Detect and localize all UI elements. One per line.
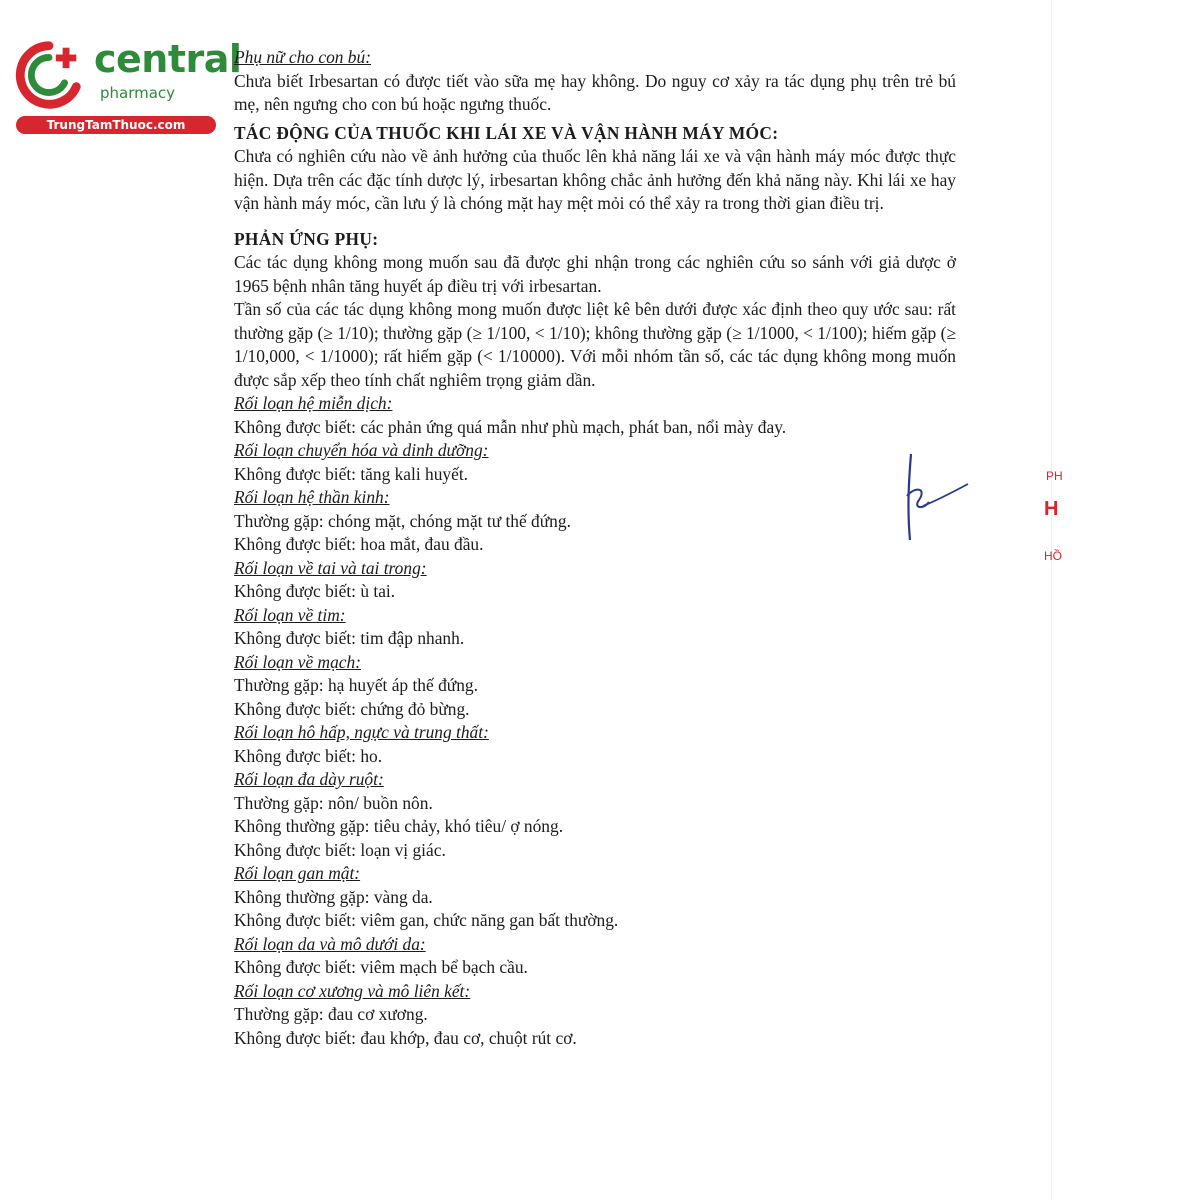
svg-text:HỒ: HỒ (1044, 549, 1062, 563)
side-effect-group-title: Rối loạn gan mật: (234, 863, 361, 883)
side-effect-line: Không được biết: ù tai. (234, 581, 396, 601)
side-effect-line: Không được biết: ho. (234, 745, 383, 766)
svg-text:H: H (1044, 498, 1059, 520)
side-effect-line: Không được biết: chứng đỏ bừng. (234, 698, 470, 719)
side-effect-group-title: Rối loạn về tim: (234, 604, 346, 625)
side-effect-line: Không được biết: loạn vị giác. (234, 839, 446, 860)
side-effect-line: Không được biết: tăng kali huyết. (234, 463, 469, 484)
side-effect-line: Không được biết: đau khớp, đau cơ, chuột rút cơ. (234, 1027, 577, 1048)
logo-subtitle: pharmacy (100, 84, 176, 102)
side-effect-line: Không được biết: hoa mắt, đau đầu. (234, 534, 484, 554)
paragraph: Chưa biết Irbesartan có được tiết vào sữa mẹ hay không. Do nguy cơ xảy ra tác dụng phụ trên trẻ bú mẹ, nên ngưng cho con bú hoặc ngưng thuốc. (234, 70, 956, 114)
section-subheading: Phụ nữ cho con bú: (234, 47, 371, 67)
section-heading: TÁC ĐỘNG CỦA THUỐC KHI LÁI XE VÀ VẬN HÀNH MÁY MÓC: (234, 122, 779, 143)
side-effect-group-title: Rối loạn về tai và tai trong: (234, 557, 427, 578)
side-effect-groups (234, 392, 956, 1050)
side-effect-line: Thường gặp: đau cơ xương. (234, 1004, 428, 1024)
side-effect-line: Không thường gặp: vàng da. (234, 886, 433, 907)
side-effect-line: Không được biết: các phản ứng quá mẫn như phù mạch, phát ban, nổi mày đay. (234, 416, 787, 437)
handwritten-signature (893, 448, 973, 548)
side-effect-group-title: Rối loạn đa dày ruột: (234, 769, 384, 789)
pharmacy-cross-c-icon (10, 36, 88, 114)
side-effect-group-title: Rối loạn cơ xương và mô liên kết: (234, 980, 471, 1001)
svg-text:PH: PH (1046, 469, 1063, 483)
side-effect-line: Không được biết: viêm mạch bể bạch cầu. (234, 957, 528, 977)
side-effect-line: Không được biết: tim đập nhanh. (234, 628, 465, 648)
paragraph: Các tác dụng không mong muốn sau đã được ghi nhận trong các nghiên cứu so sánh với giả dược ở 1965 bệnh nhân tăng huyết áp điều trị với irbesartan. (234, 252, 956, 296)
side-effect-line: Không được biết: viêm gan, chức năng gan bất thường. (234, 910, 619, 930)
paragraph: Tần số của các tác dụng không mong muốn được liệt kê bên dưới được xác định theo quy ước sau: rất thường gặp (≥ 1/10); thường gặp (≥ 1/100, < 1/10); không thường gặp (≥ 1/1000, < 1/100); hiếm gặp (≥ 1/10,000, < 1/1000); rất hiếm gặp (< 1/10000). Với mỗi nhóm tần số, các tác dụng không mong muốn được sắp xếp theo tính chất nghiêm trọng giảm dần. (234, 299, 956, 390)
side-effect-line: Thường gặp: hạ huyết áp thế đứng. (234, 675, 478, 695)
section-heading: PHẢN ỨNG PHỤ: (234, 228, 379, 249)
side-effect-group-title: Rối loạn hô hấp, ngực và trung thất: (234, 722, 489, 742)
side-effect-group-title: Rối loạn hệ thần kinh: (234, 487, 390, 507)
side-effect-group-title: Rối loạn chuyển hóa và dinh dưỡng: (234, 440, 489, 460)
document-body (234, 46, 956, 1050)
side-effect-group-title: Rối loạn hệ miễn dịch: (234, 393, 393, 413)
side-effect-line: Thường gặp: chóng mặt, chóng mặt tư thế đứng. (234, 510, 571, 531)
stamp-fragment (1036, 390, 1063, 580)
side-effect-line: Thường gặp: nôn/ buồn nôn. (234, 792, 433, 813)
logo-url-badge: TrungTamThuoc.com (16, 116, 216, 134)
scan-page-edge (1051, 0, 1052, 1200)
side-effect-line: Không thường gặp: tiêu chảy, khó tiêu/ ợ nóng. (234, 816, 564, 836)
side-effect-group-title: Rối loạn da và mô dưới da: (234, 933, 426, 954)
central-pharmacy-logo (10, 36, 242, 136)
logo-name: central (94, 37, 242, 81)
paragraph: Chưa có nghiên cứu nào về ảnh hưởng của thuốc lên khả năng lái xe và vận hành máy móc được thực hiện. Dựa trên các đặc tính dược lý, irbesartan không chắc ảnh hưởng đến khả năng này. Khi lái xe hay vận hành máy móc, cần lưu ý là chóng mặt hay mệt mỏi có thể xảy ra trong thời gian điều trị. (234, 146, 956, 213)
side-effect-group-title: Rối loạn về mạch: (234, 651, 362, 672)
